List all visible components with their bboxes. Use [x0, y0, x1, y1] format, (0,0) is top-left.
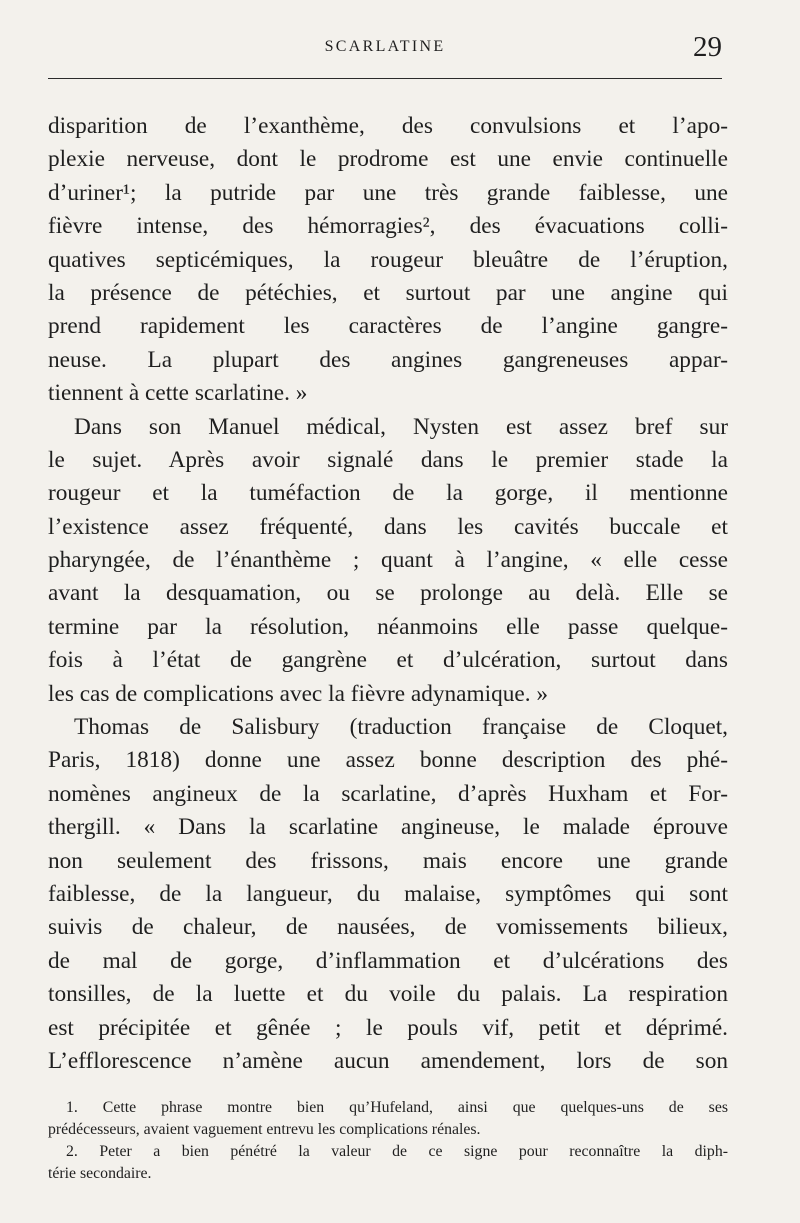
text-line: fièvre intense, des hémorragies², des évacuations colli-	[48, 213, 728, 240]
body-text	[48, 110, 728, 1078]
running-title: SCARLATINE	[324, 38, 446, 55]
text-line: termine par la résolution, néanmoins elle passe quelque-	[48, 613, 728, 640]
page-number: 29	[693, 31, 722, 63]
text-line: l’existence assez fréquenté, dans les cavités buccale et	[48, 513, 728, 540]
footnote-line: prédécesseurs, avaient vaguement entrevu les complications rénales.	[48, 1121, 481, 1138]
footnote-line: 1. Cette phrase montre bien qu’Hufeland, ainsi que quelques-uns de ses	[66, 1099, 728, 1116]
text-line: quatives septicémiques, la rougeur bleuâtre de l’éruption,	[48, 246, 728, 273]
text-line: pharyngée, de l’énanthème ; quant à l’angine, « elle cesse	[48, 547, 728, 574]
footnote-line: térie secondaire.	[48, 1165, 152, 1182]
text-line: avant la desquamation, ou se prolonge au delà. Elle se	[48, 580, 728, 607]
text-line: fois à l’état de gangrène et d’ulcération, surtout dans	[48, 647, 728, 674]
text-line: la présence de pétéchies, et surtout par une angine qui	[48, 279, 728, 306]
text-line: Paris, 1818) donne une assez bonne description des phé-	[48, 747, 728, 774]
text-line: d’uriner¹; la putride par une très grande faiblesse, une	[48, 179, 728, 206]
text-line: non seulement des frissons, mais encore une grande	[48, 847, 728, 874]
text-line: plexie nerveuse, dont le prodrome est une envie continuelle	[48, 146, 728, 173]
text-line: L’efflorescence n’amène aucun amendement, lors de son	[48, 1047, 728, 1074]
header-rule	[48, 78, 722, 79]
text-line: Dans son Manuel médical, Nysten est assez bref sur	[74, 413, 728, 440]
text-line: tonsilles, de la luette et du voile du palais. La respiration	[48, 981, 728, 1008]
text-line: tiennent à cette scarlatine. »	[48, 380, 308, 407]
text-line: suivis de chaleur, de nausées, de vomissements bilieux,	[48, 914, 728, 941]
text-line: neuse. La plupart des angines gangreneuses appar-	[48, 346, 728, 373]
footnotes	[48, 1097, 728, 1185]
text-line: est précipitée et gênée ; le pouls vif, petit et déprimé.	[48, 1014, 728, 1041]
text-line: disparition de l’exanthème, des convulsions et l’apo-	[48, 113, 728, 139]
text-line: prend rapidement les caractères de l’angine gangre-	[48, 313, 728, 340]
text-line: rougeur et la tuméfaction de la gorge, il mentionne	[48, 480, 728, 507]
text-line: les cas de complications avec la fièvre adynamique. »	[48, 680, 549, 707]
text-line: nomènes angineux de la scarlatine, d’après Huxham et For-	[48, 780, 728, 807]
text-line: thergill. « Dans la scarlatine angineuse, le malade éprouve	[48, 814, 728, 841]
text-line: Thomas de Salisbury (traduction française de Cloquet,	[74, 714, 728, 741]
text-line: le sujet. Après avoir signalé dans le premier stade la	[48, 446, 728, 473]
text-line: faiblesse, de la langueur, du malaise, symptômes qui sont	[48, 880, 728, 907]
footnote-line: 2. Peter a bien pénétré la valeur de ce signe pour reconnaître la diph-	[66, 1143, 728, 1160]
text-line: de mal de gorge, d’inflammation et d’ulcérations des	[48, 947, 728, 974]
running-head	[48, 32, 722, 62]
